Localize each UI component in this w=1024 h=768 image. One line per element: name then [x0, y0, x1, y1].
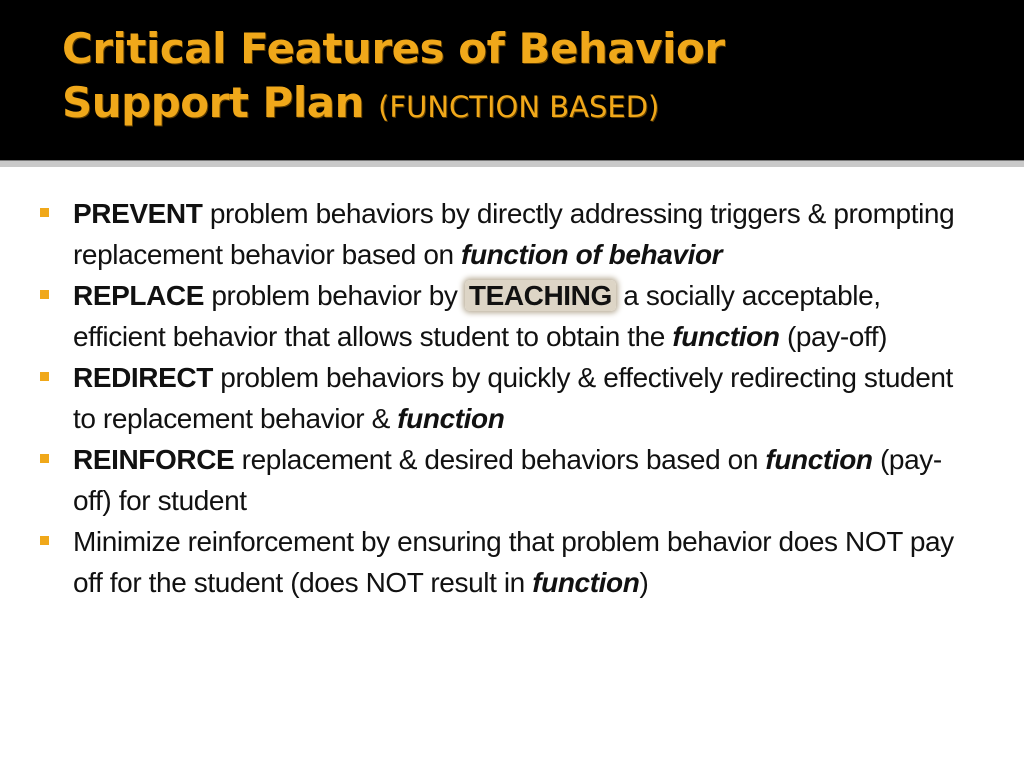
square-bullet-icon — [40, 290, 49, 299]
bullet-keyword: REINFORCE — [73, 444, 235, 475]
bullet-emphasis: function — [397, 403, 505, 434]
bullet-item-redirect — [73, 357, 973, 439]
bullet-text: ) — [639, 567, 649, 598]
bullet-emphasis: function — [532, 567, 640, 598]
bullet-text: problem behaviors by directly addressing triggers & prompting replacement behavior based on — [73, 198, 955, 270]
bullet-list — [73, 193, 973, 603]
bullet-item-minimize — [73, 521, 973, 603]
slide-title — [62, 22, 1002, 134]
square-bullet-icon — [40, 372, 49, 381]
title-divider — [0, 160, 1024, 167]
bullet-keyword: REDIRECT — [73, 362, 213, 393]
square-bullet-icon — [40, 454, 49, 463]
bullet-keyword: REPLACE — [73, 280, 204, 311]
bullet-emphasis: function — [765, 444, 873, 475]
square-bullet-icon — [40, 536, 49, 545]
title-band — [0, 0, 1024, 160]
slide-title-suffix: (FUNCTION BASED) — [378, 90, 660, 124]
teaching-highlight: TEACHING — [465, 280, 616, 311]
bullet-item-prevent — [73, 193, 973, 275]
bullet-emphasis: function of behavior — [461, 239, 723, 270]
square-bullet-icon — [40, 208, 49, 217]
slide-title-line-2 — [62, 76, 1002, 134]
bullet-text: problem behavior by — [204, 280, 465, 311]
bullet-text: (pay-off) — [779, 321, 888, 352]
bullet-text: Minimize reinforcement by ensuring that problem behavior does NOT pay off for the student (does NOT result in — [73, 526, 954, 598]
slide-title-line-1: Critical Features of Behavior — [62, 24, 725, 73]
bullet-text: a socially acceptable, efficient behavior that allows student to obtain the — [73, 280, 881, 352]
bullet-text: replacement & desired behaviors based on — [234, 444, 766, 475]
bullet-item-reinforce — [73, 439, 973, 521]
bullet-emphasis: function — [672, 321, 780, 352]
slide-title-line-2-text: Support Plan — [62, 78, 364, 127]
bullet-item-replace — [73, 275, 973, 357]
bullet-text: problem behaviors by quickly & effectively redirecting student to replacement behavior & — [73, 362, 953, 434]
bullet-text: (pay-off) for student — [73, 444, 942, 516]
slide-body — [0, 167, 1024, 768]
bullet-keyword: PREVENT — [73, 198, 203, 229]
